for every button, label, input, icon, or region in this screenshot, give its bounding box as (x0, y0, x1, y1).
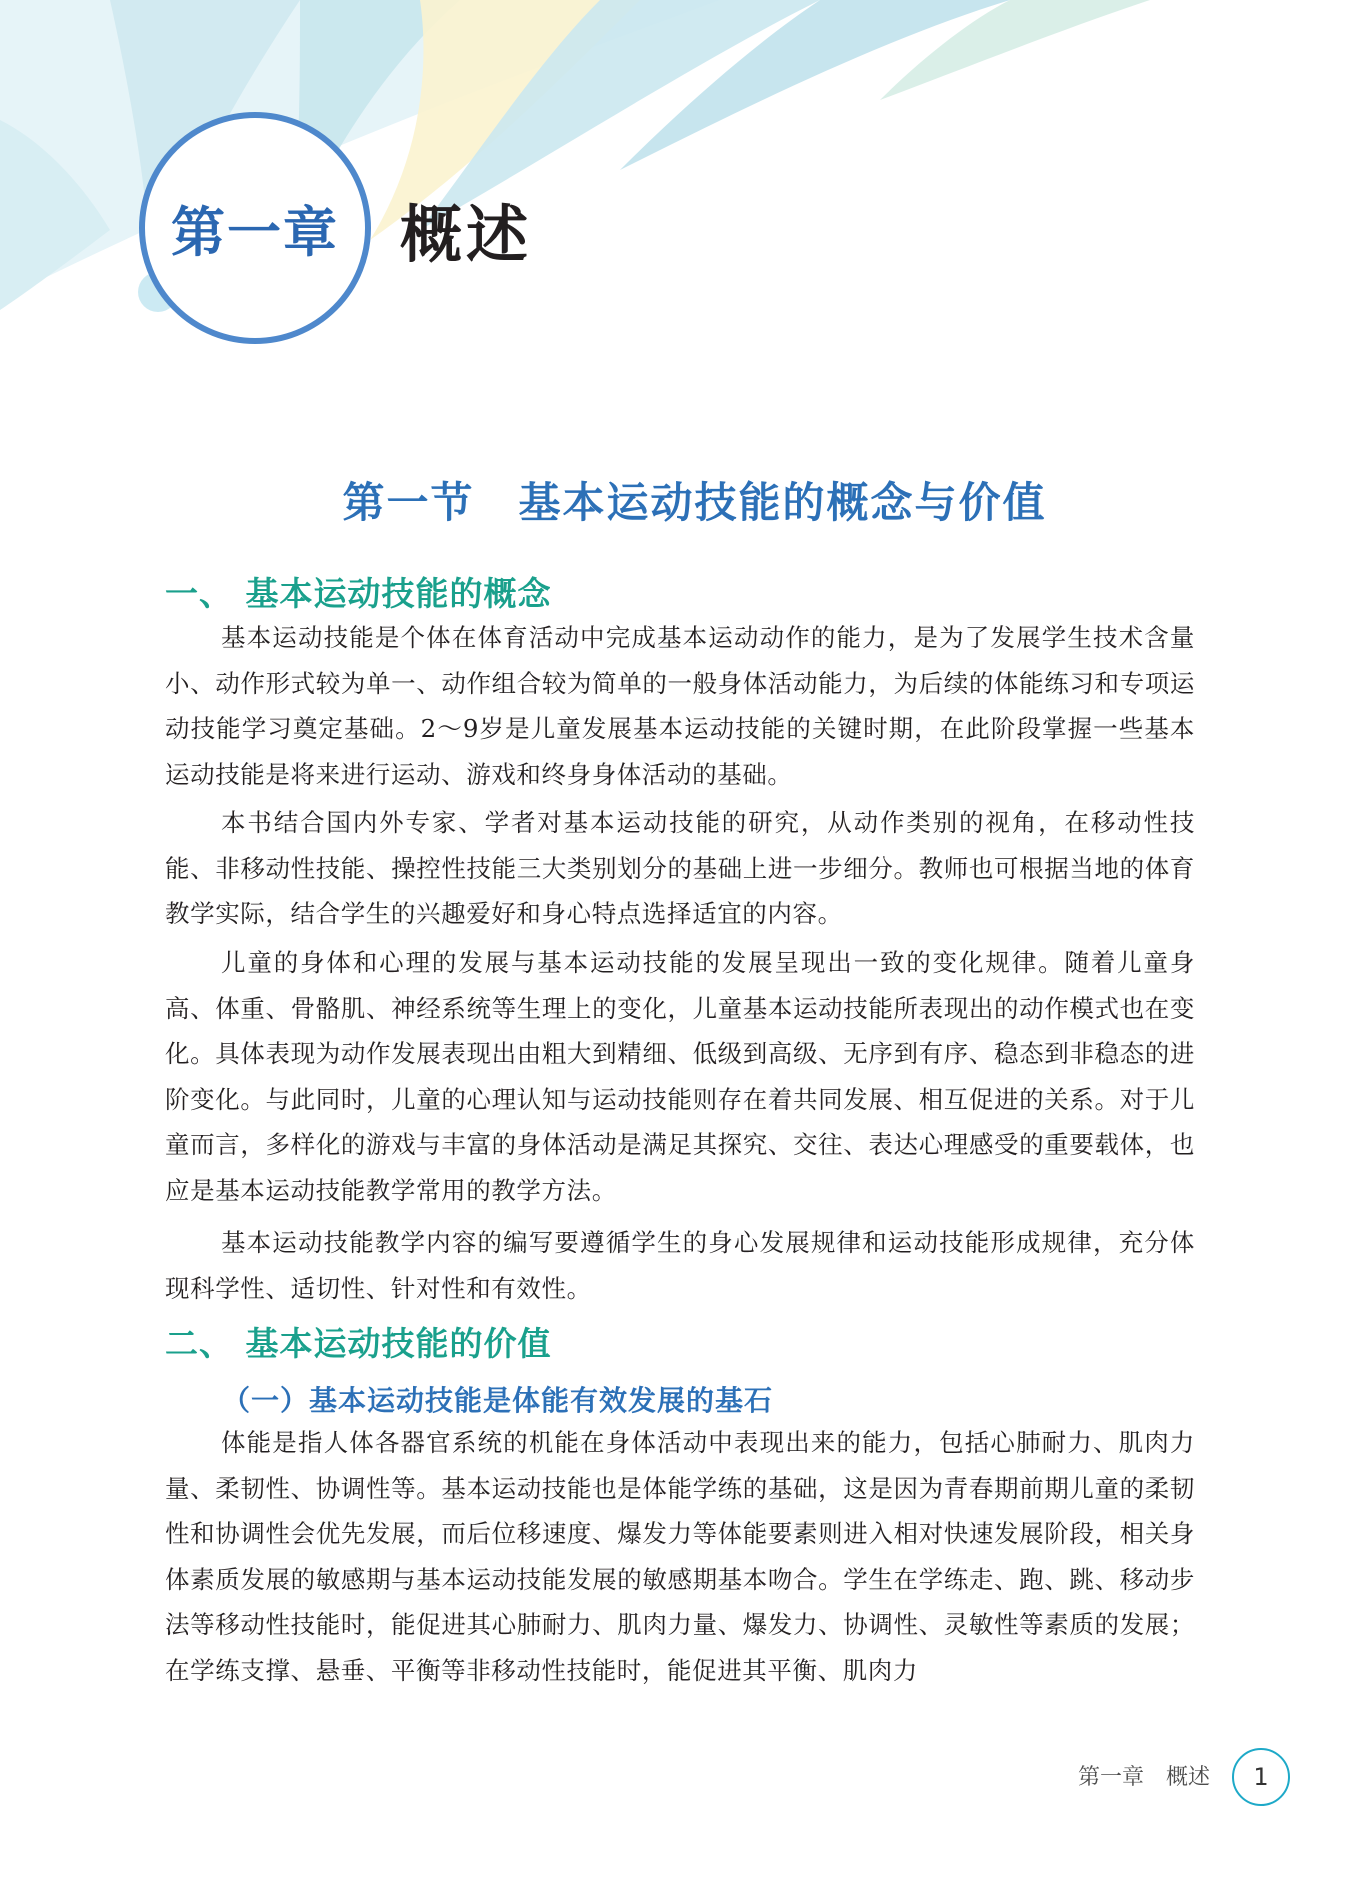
paragraph-concept-3: 儿童的身体和心理的发展与基本运动技能的发展呈现出一致的变化规律。随着儿童身高、体重、骨骼肌、神经系统等生理上的变化，儿童基本运动技能所表现出的动作模式也在变化。具体表现为动作发展表现出由粗大到精细、低级到高级、无序到有序、稳态到非稳态的进阶变化。与此同时，儿童的心理认知与运动技能则存在着共同发展、相互促进的关系。对于儿童而言，多样化的游戏与丰富的身体活动是满足其探究、交往、表达心理感受的重要载体，也应是基本运动技能教学常用的教学方法。 (165, 948, 1195, 1205)
chapter-label: 第一章 (171, 200, 339, 264)
chapter-title: 概述 (400, 198, 533, 271)
page-number: 1 (1232, 1748, 1290, 1806)
heading-concept: 一、 基本运动技能的概念 (165, 574, 552, 613)
paragraph-concept-4: 基本运动技能教学内容的编写要遵循学生的身心发展规律和运动技能形成规律，充分体现科学性、适切性、针对性和有效性。 (165, 1228, 1195, 1303)
chapter-badge (142, 135, 368, 321)
subheading-fitness-foundation: （一）基本运动技能是体能有效发展的基石 (222, 1384, 774, 1417)
running-title: 第一章 概述 (1077, 1765, 1210, 1790)
section-title: 第一节 基本运动技能的概念与价值 (342, 478, 1047, 527)
paragraph-concept-2: 本书结合国内外专家、学者对基本运动技能的研究，从动作类别的视角，在移动性技能、非移动性技能、操控性技能三大类别划分的基础上进一步细分。教师也可根据当地的体育教学实际，结合学生的兴趣爱好和身心特点选择适宜的内容。 (165, 808, 1195, 928)
heading-value: 二、 基本运动技能的价值 (165, 1324, 552, 1363)
paragraph-value-1: 体能是指人体各器官系统的机能在身体活动中表现出来的能力，包括心肺耐力、肌肉力量、柔韧性、协调性等。基本运动技能也是体能学练的基础，这是因为青春期前期儿童的柔韧性和协调性会优先发展，而后位移速度、爆发力等体能要素则进入相对快速发展阶段，相关身体素质发展的敏感期与基本运动技能发展的敏感期基本吻合。学生在学练走、跑、跳、移动步法等移动性技能时，能促进其心肺耐力、肌肉力量、爆发力、协调性、灵敏性等素质的发展；在学练支撑、悬垂、平衡等非移动性技能时，能促进其平衡、肌肉力 (165, 1428, 1195, 1685)
paragraph-concept-1: 基本运动技能是个体在体育活动中完成基本运动动作的能力，是为了发展学生技术含量小、动作形式较为单一、动作组合较为简单的一般身体活动能力，为后续的体能练习和专项运动技能学习奠定基础。2～9岁是儿童发展基本运动技能的关键时期，在此阶段掌握一些基本运动技能是将来进行运动、游戏和终身身体活动的基础。 (165, 623, 1195, 789)
